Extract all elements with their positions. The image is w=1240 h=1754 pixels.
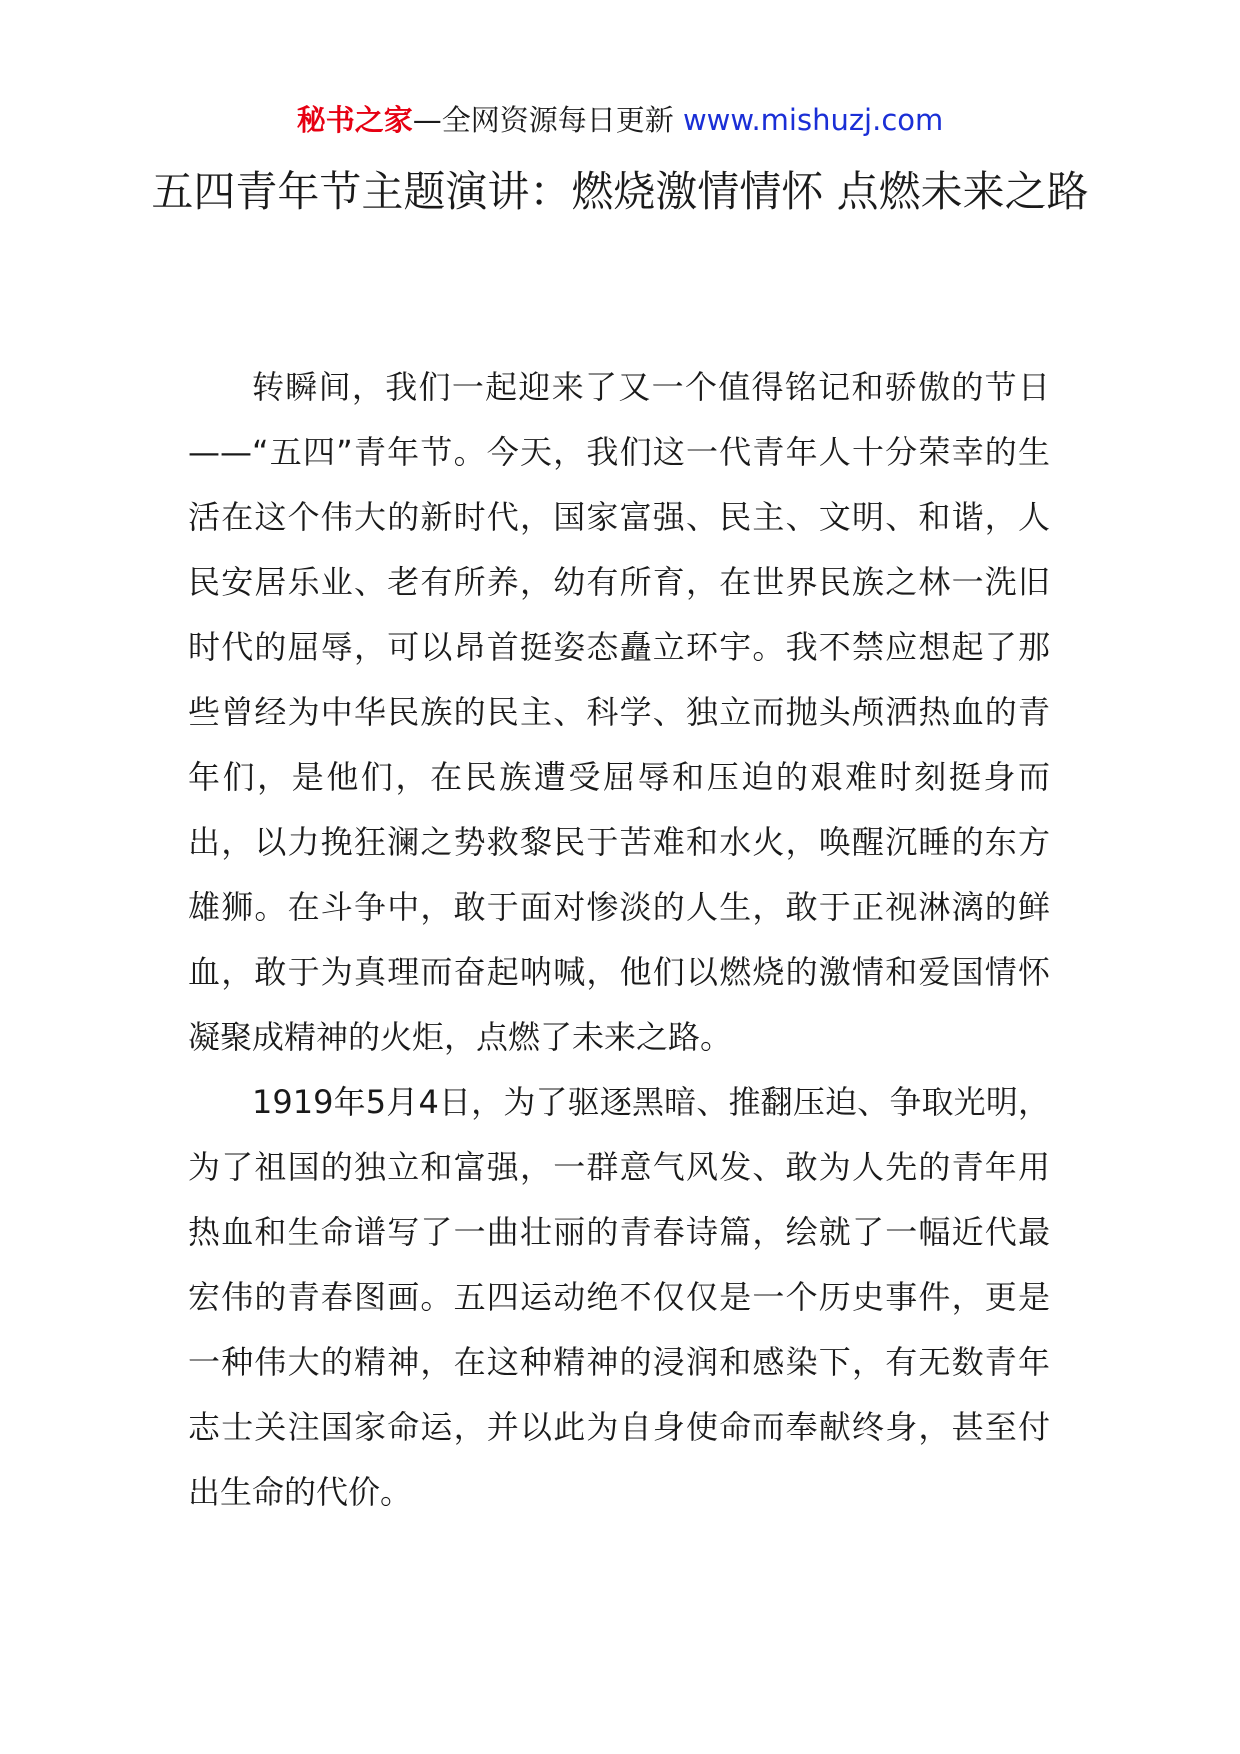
brand-name: 秘书之家 <box>296 103 413 137</box>
site-header <box>0 100 1240 140</box>
paragraph-1: 转瞬间，我们一起迎来了又一个值得铭记和骄傲的节日——“五四”青年节。今天，我们这一代青年人十分荣幸的生活在这个伟大的新时代，国家富强、民主、文明、和谐，人民安居乐业、老有所养，幼有所育，在世界民族之林一洗旧时代的屈辱，可以昂首挺姿态矗立环宇。我不禁应想起了那些曾经为中华民族的民主、科学、独立而抛头颅洒热血的青年们，是他们，在民族遭受屈辱和压迫的艰难时刻挺身而出，以力挽狂澜之势救黎民于苦难和水火，唤醒沉睡的东方雄狮。在斗争中，敢于面对惨淡的人生，敢于正视淋漓的鲜血，敢于为真理而奋起呐喊，他们以燃烧的激情和爱国情怀凝聚成精神的火炬，点燃了未来之路。 <box>188 368 1050 1056</box>
document-title: 五四青年节主题演讲：燃烧激情情怀 点燃未来之路 <box>151 167 1089 216</box>
header-slogan: —全网资源每日更新 <box>412 103 674 137</box>
site-url-link[interactable]: www.mishuzj.com <box>682 103 944 137</box>
document-body <box>188 355 1050 1525</box>
paragraph-2: 1919年5月4日，为了驱逐黑暗、推翻压迫、争取光明，为了祖国的独立和富强，一群意气风发、敢为人先的青年用热血和生命谱写了一曲壮丽的青春诗篇，绘就了一幅近代最宏伟的青春图画。五四运动绝不仅仅是一个历史事件，更是一种伟大的精神，在这种精神的浸润和感染下，有无数青年志士关注国家命运，并以此为自身使命而奉献终身，甚至付出生命的代价。 <box>188 1083 1050 1511</box>
